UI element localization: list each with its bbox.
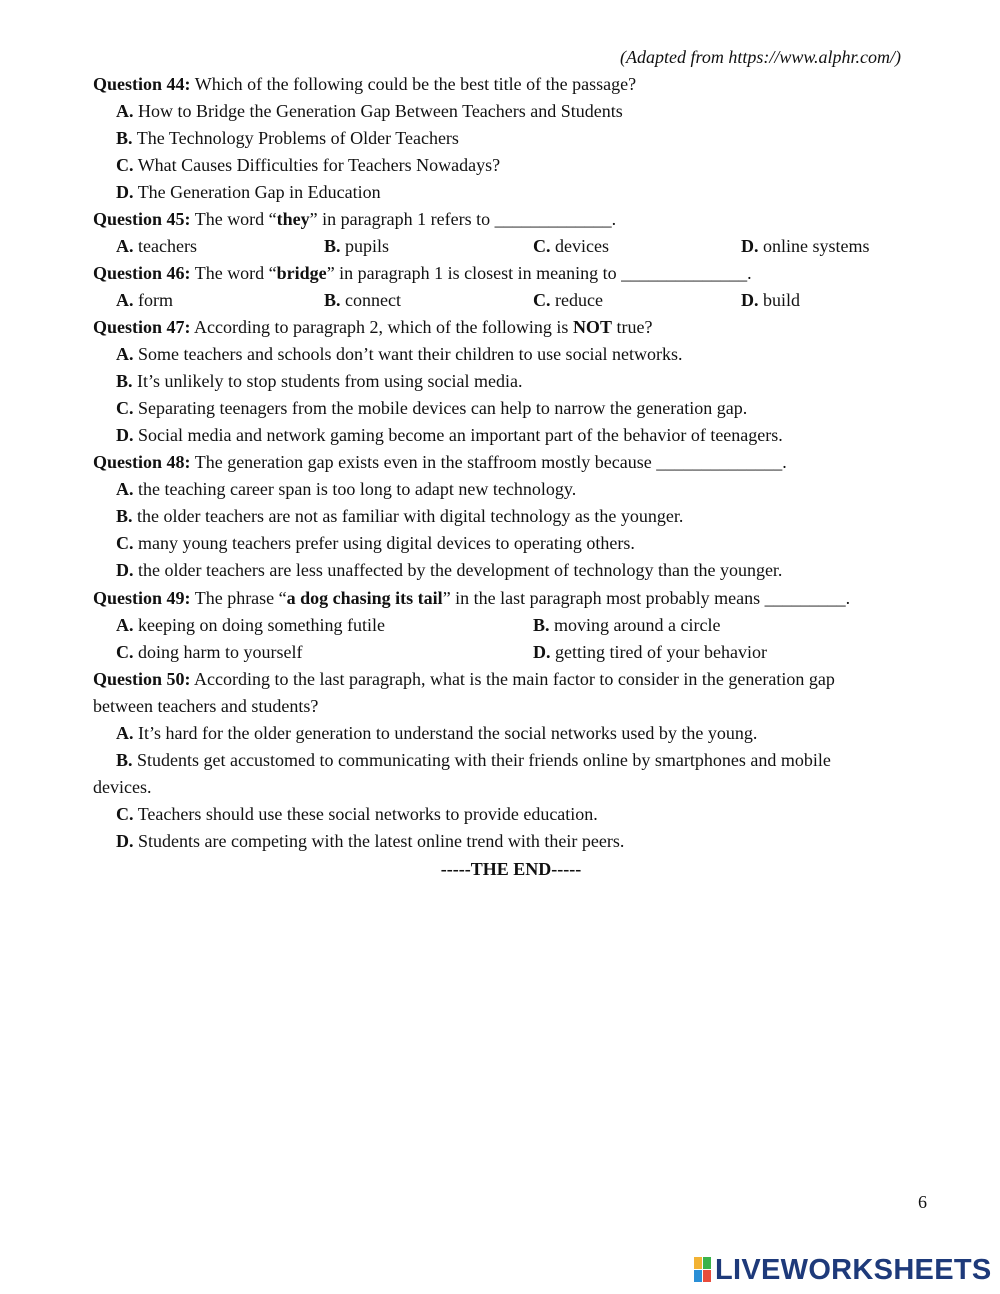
question-50-option-d: D. Students are competing with the latest online trend with their peers. bbox=[116, 831, 625, 851]
question-47-option-a: A. Some teachers and schools don’t want their children to use social networks. bbox=[116, 344, 683, 364]
question-50-option-b-continued: devices. bbox=[93, 777, 152, 797]
liveworksheets-logo-icon bbox=[694, 1257, 712, 1283]
question-45-option-d: D. online systems bbox=[741, 236, 870, 256]
liveworksheets-logo[interactable] bbox=[694, 1253, 992, 1287]
question-label: Question 44: bbox=[93, 74, 191, 94]
question-48-option-a: A. the teaching career span is too long to adapt new technology. bbox=[116, 479, 577, 499]
question-45-option-a: A. teachers bbox=[116, 236, 197, 256]
question-49-option-a: A. keeping on doing something futile bbox=[116, 615, 385, 635]
question-46-option-c: C. reduce bbox=[533, 290, 603, 310]
question-46-option-a: A. form bbox=[116, 290, 173, 310]
question-45-stem: Question 45: The word “they” in paragraph 1 refers to _____________. bbox=[93, 209, 617, 229]
question-45-option-c: C. devices bbox=[533, 236, 609, 256]
page-number: 6 bbox=[918, 1192, 927, 1212]
question-50-option-c: C. Teachers should use these social networks to provide education. bbox=[116, 804, 598, 824]
question-48-option-c: C. many young teachers prefer using digital devices to operating others. bbox=[116, 533, 635, 553]
question-50-stem: Question 50: According to the last paragraph, what is the main factor to consider in the generation gap bbox=[93, 669, 835, 689]
question-48-stem: Question 48: The generation gap exists even in the staffroom mostly because ______________. bbox=[93, 452, 787, 472]
question-47-option-b: B. It’s unlikely to stop students from using social media. bbox=[116, 371, 523, 391]
logo-text: LIVEWORKSHEETS bbox=[715, 1253, 992, 1286]
question-50-option-b: B. Students get accustomed to communicating with their friends online by smartphones and mobile bbox=[116, 750, 831, 770]
question-47-option-c: C. Separating teenagers from the mobile devices can help to narrow the generation gap. bbox=[116, 398, 748, 418]
end-marker: -----THE END----- bbox=[440, 859, 582, 879]
question-46-option-b: B. connect bbox=[324, 290, 401, 310]
question-44-option-a: A. How to Bridge the Generation Gap Between Teachers and Students bbox=[116, 101, 623, 121]
question-50-option-a: A. It’s hard for the older generation to understand the social networks used by the young. bbox=[116, 723, 758, 743]
question-47-stem: Question 47: According to paragraph 2, which of the following is NOT true? bbox=[93, 317, 653, 337]
source-citation: (Adapted from https://www.alphr.com/) bbox=[620, 47, 901, 67]
question-44-stem bbox=[93, 71, 636, 98]
question-44-option-c: C. What Causes Difficulties for Teachers Nowadays? bbox=[116, 155, 501, 175]
question-text: Which of the following could be the best title of the passage? bbox=[194, 74, 637, 94]
question-45-option-b: B. pupils bbox=[324, 236, 390, 256]
question-46-stem: Question 46: The word “bridge” in paragraph 1 is closest in meaning to ______________. bbox=[93, 263, 752, 283]
question-49-option-d: D. getting tired of your behavior bbox=[533, 642, 767, 662]
question-49-option-b: B. moving around a circle bbox=[533, 615, 721, 635]
question-48-option-b: B. the older teachers are not as familiar with digital technology as the younger. bbox=[116, 506, 684, 526]
question-46-option-d: D. build bbox=[741, 290, 801, 310]
question-44-option-b: B. The Technology Problems of Older Teachers bbox=[116, 128, 459, 148]
question-49-stem: Question 49: The phrase “a dog chasing its tail” in the last paragraph most probably means _________. bbox=[93, 588, 851, 608]
question-47-option-d: D. Social media and network gaming become an important part of the behavior of teenagers. bbox=[116, 425, 783, 445]
question-44-option-d: D. The Generation Gap in Education bbox=[116, 182, 381, 202]
question-49-option-c: C. doing harm to yourself bbox=[116, 642, 303, 662]
question-50-stem-continued: between teachers and students? bbox=[93, 696, 319, 716]
question-48-option-d: D. the older teachers are less unaffected by the development of technology than the younger. bbox=[116, 560, 783, 580]
